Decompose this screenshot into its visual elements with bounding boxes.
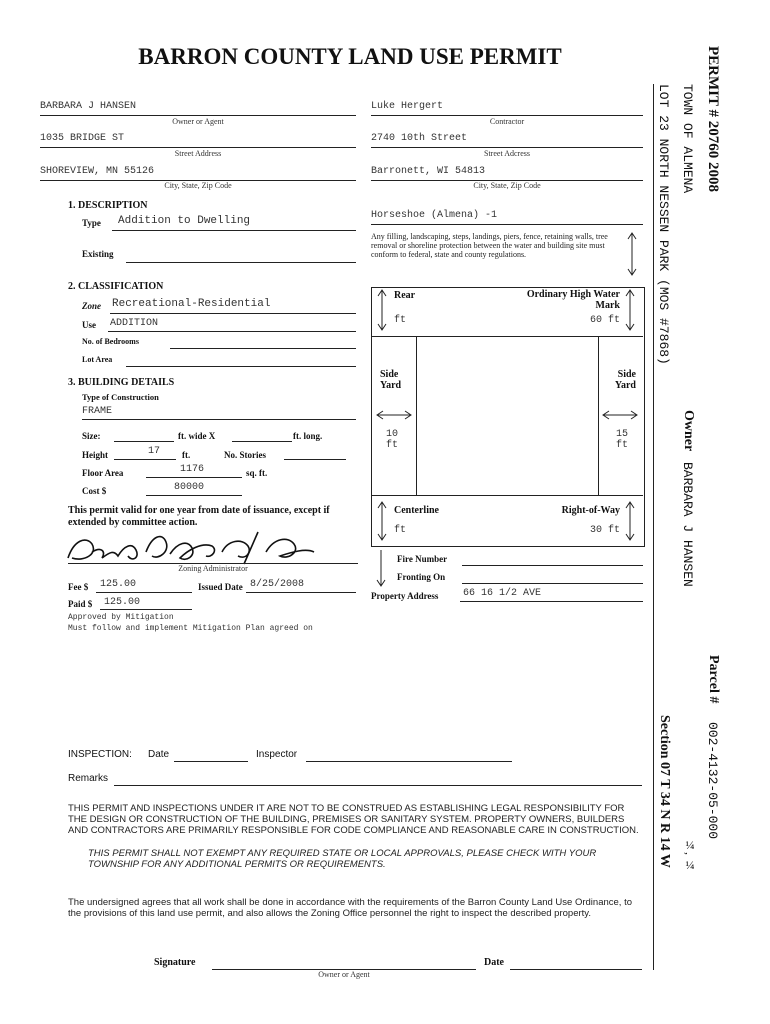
type-value: Addition to Dwelling	[118, 215, 251, 227]
side-right-unit: ft	[615, 440, 628, 451]
lot-description: LOT 23 NORTH NESSEN PARK (MOS #7868)	[656, 84, 671, 365]
side-yard-left-label: Side Yard	[380, 369, 402, 391]
validity-text: This permit valid for one year from date of issuance, except if extended by committee action.	[68, 505, 330, 528]
page-title: BARRON COUNTY LAND USE PERMIT	[138, 44, 562, 69]
owner-city-caption: City, State, Zip Code	[164, 181, 232, 190]
remarks-label: Remarks	[68, 773, 109, 784]
floor-area-unit: sq. ft.	[246, 468, 268, 478]
section-township-range: Section 07 T 34 N R 14 W	[657, 715, 672, 868]
town-name: TOWN OF ALMENA	[680, 84, 695, 194]
contractor-name-caption: Contractor	[489, 117, 525, 126]
existing-label: Existing	[82, 249, 114, 259]
disclaimer-text: THIS PERMIT AND INSPECTIONS UNDER IT ARE NOT TO BE CONSTRUED AS ESTABLISHING LEGAL RESPONSIBILITY FOR THE DESIGN OR CONSTRUCTION OF THE BUILDING, PREMISES OR SANITARY SYSTEM. PROPERTY OWNERS, BUILDERS AND CONTRACTORS ARE PRIMARILY RESPONSIBLE FOR CODE COMPLIANCE AND REASONABLE CARE IN CONSTRUCTION.	[68, 803, 639, 836]
arrow-updown-icon	[626, 230, 638, 278]
bedrooms-label: No. of Bedrooms	[82, 337, 139, 346]
signature-caption: Owner or Agent	[318, 970, 370, 979]
height-unit: ft.	[182, 450, 191, 460]
description-heading: 1. DESCRIPTION	[68, 200, 148, 211]
floor-area-value: 1176	[180, 464, 205, 475]
right-of-way-value: 30 ft	[589, 525, 620, 536]
issued-value: 8/25/2008	[250, 579, 305, 590]
cost-label: Cost $	[82, 486, 107, 496]
owner-name-caption: Owner or Agent	[172, 117, 224, 126]
remarks-typed-2: Must follow and implement Mitigation Plan agreed on	[68, 624, 313, 633]
classification-heading: 2. CLASSIFICATION	[68, 281, 164, 292]
owner-city: SHOREVIEW, MN 55126	[40, 166, 155, 177]
ohwm-value: 60 ft	[589, 315, 620, 326]
centerline-value: ft	[394, 525, 407, 536]
warning-text: THIS PERMIT SHALL NOT EXEMPT ANY REQUIRED STATE OR LOCAL APPROVALS, PLEASE CHECK WITH YOUR TOWNSHIP FOR ANY ADDITIONAL PERMITS OR REQUIREMENTS.	[88, 848, 597, 870]
wide-label: ft. wide X	[178, 431, 216, 441]
contractor-city: Barronett, WI 54813	[371, 166, 486, 177]
right-of-way-arrow-icon	[624, 500, 636, 542]
rear-arrow-icon	[376, 288, 388, 332]
type-label: Type	[82, 218, 101, 228]
use-value: ADDITION	[110, 318, 159, 329]
ohwm-arrow-icon	[624, 288, 636, 332]
construction-value: FRAME	[82, 406, 113, 417]
parcel-label: Parcel #	[706, 655, 721, 704]
contractor-street-caption: Street Adcress	[484, 149, 530, 158]
zone-label: Zone	[82, 301, 101, 311]
fronting-on-label: Fronting On	[397, 572, 446, 582]
quarter-quarter: ¼, ¼	[683, 838, 697, 872]
centerline-arrow-icon	[376, 500, 388, 542]
cost-value: 80000	[174, 482, 205, 493]
side-left-unit: ft	[386, 440, 399, 451]
side-yard-right-label: Side Yard	[614, 369, 636, 391]
permit-number: PERMIT # 20760 2008	[705, 46, 721, 192]
side-left-arrow-icon	[375, 409, 413, 421]
lot-area-label: Lot Area	[82, 355, 113, 364]
rear-value: ft	[394, 315, 407, 326]
administrator-signature	[62, 522, 332, 568]
size-label: Size:	[82, 431, 101, 441]
owner-street-caption: Street Address	[174, 149, 222, 158]
property-address-value: 66 16 1/2 AVE	[463, 588, 542, 599]
inspector-label: Inspector	[256, 749, 298, 760]
paid-value: 125.00	[104, 597, 141, 608]
stories-label: No. Stories	[224, 450, 266, 460]
ohwm-label: Ordinary High Water Mark	[526, 289, 620, 311]
rear-label: Rear	[394, 290, 416, 301]
zone-value: Recreational-Residential	[112, 298, 271, 310]
lake-name: Horseshoe (Almena) -1	[371, 210, 498, 221]
right-of-way-label: Right-of-Way	[561, 505, 620, 516]
floor-area-label: Floor Area	[82, 468, 124, 478]
contractor-name: Luke Hergert	[371, 101, 444, 112]
owner-side-label: Owner	[681, 410, 696, 452]
owner-name: BARBARA J HANSEN	[40, 101, 137, 112]
height-label: Height	[82, 450, 108, 460]
parcel-number: 002-4132-05-000	[705, 722, 720, 840]
agreement-text: The undersigned agrees that all work shall be done in accordance with the requirements of the Barron County Land Use Ordinance, to the provisions of this land use permit, and also allows the Zoning Office personnel the right to inspect the described property.	[68, 897, 632, 919]
signature-label: Signature	[154, 957, 196, 968]
zoning-caption: Zoning Administrator	[178, 564, 248, 573]
address-arrow-icon	[376, 548, 386, 588]
construction-label: Type of Construction	[82, 392, 159, 402]
paid-label: Paid $	[68, 599, 93, 609]
side-right-arrow-icon	[601, 409, 639, 421]
centerline-label: Centerline	[394, 505, 439, 516]
sign-date-label: Date	[484, 957, 504, 968]
building-heading: 3. BUILDING DETAILS	[68, 377, 175, 388]
fee-value: 125.00	[100, 579, 137, 590]
inspection-date-label: Date	[148, 749, 170, 760]
issued-label: Issued Date	[198, 582, 243, 592]
long-label: ft. long.	[293, 431, 323, 441]
owner-street: 1035 BRIDGE ST	[40, 133, 125, 144]
height-value: 17	[148, 446, 161, 457]
inspection-label: INSPECTION:	[68, 749, 132, 760]
side-right-value: 15	[615, 429, 628, 440]
fee-label: Fee $	[68, 582, 89, 592]
side-left-value: 10	[386, 429, 399, 440]
contractor-city-caption: City, State, Zip Code	[473, 181, 541, 190]
property-address-label: Property Address	[371, 591, 439, 601]
fire-number-label: Fire Number	[397, 554, 448, 564]
owner-side-value: BARBARA J HANSEN	[680, 462, 695, 587]
contractor-street: 2740 10th Street	[371, 133, 468, 144]
remarks-typed-1: Approved by Mitigation	[68, 613, 174, 622]
use-label: Use	[82, 320, 96, 330]
shoreline-note: Any filling, landscaping, steps, landings, piers, fence, retaining walls, tree removal or shoreline protection between the water and building site must conform to federal, state and county regulations.	[371, 232, 608, 259]
